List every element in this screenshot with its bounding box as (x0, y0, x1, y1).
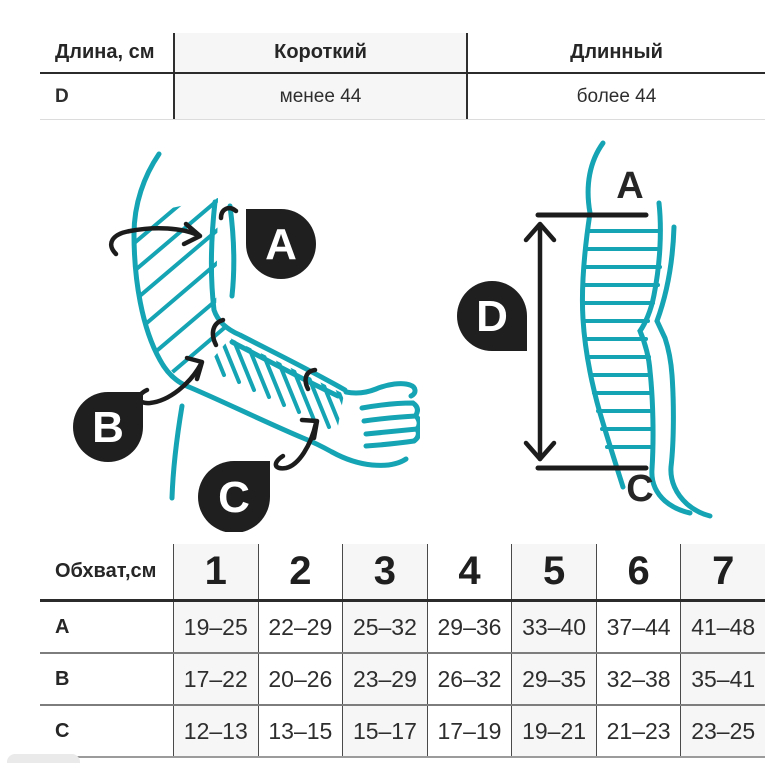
girth-row-a-label: A (55, 615, 70, 638)
length-arrow-icon (526, 224, 554, 459)
length-col-short: Короткий (173, 33, 468, 72)
badge-d (457, 281, 527, 351)
cut-off-element (7, 754, 80, 763)
girth-c-size4: 17–19 (427, 706, 512, 756)
girth-b-size6: 32–38 (596, 654, 681, 704)
girth-a-size5: 33–40 (511, 602, 596, 652)
girth-a-size6: 37–44 (596, 602, 681, 652)
girth-a-size3: 25–32 (342, 602, 427, 652)
girth-b-size4: 26–32 (427, 654, 512, 704)
girth-row-c (40, 706, 765, 758)
girth-b-size7: 35–41 (680, 654, 765, 704)
girth-c-size7: 23–25 (680, 706, 765, 756)
length-value-short: менее 44 (173, 74, 468, 119)
badge-b (73, 392, 143, 462)
length-row-label: D (55, 85, 69, 107)
girth-a-size2: 22–29 (258, 602, 343, 652)
straight-arm-hatching (583, 231, 660, 447)
arm-length-illustration (440, 135, 775, 535)
girth-c-size6: 21–23 (596, 706, 681, 756)
girth-b-size3: 23–29 (342, 654, 427, 704)
arm-bent-illustration (60, 132, 420, 532)
girth-row-c-label: C (55, 719, 70, 742)
length-table-header-label: Длина, см (55, 41, 155, 63)
girth-a-size4: 29–36 (427, 602, 512, 652)
girth-b-size1: 17–22 (173, 654, 258, 704)
girth-c-size1: 12–13 (173, 706, 258, 756)
badge-a (246, 209, 316, 279)
size-header-3: 3 (342, 544, 427, 599)
girth-a-size7: 41–48 (680, 602, 765, 652)
girth-b-size5: 29–35 (511, 654, 596, 704)
size-header-4: 4 (427, 544, 512, 599)
badge-c-label: C (218, 473, 250, 522)
arm-outline (134, 154, 419, 498)
size-header-6: 6 (596, 544, 681, 599)
point-a-label: A (616, 165, 644, 207)
girth-table-header-label: Обхват,см (55, 560, 157, 582)
size-header-2: 2 (258, 544, 343, 599)
size-header-1: 1 (173, 544, 258, 599)
girth-b-size2: 20–26 (258, 654, 343, 704)
length-table (40, 33, 765, 120)
size-header-7: 7 (680, 544, 765, 599)
badge-d-label: D (476, 292, 508, 341)
girth-row-a (40, 602, 765, 654)
point-c-label: C (626, 468, 654, 510)
badge-b-label: B (92, 403, 124, 452)
girth-c-size5: 19–21 (511, 706, 596, 756)
length-value-long: более 44 (576, 85, 657, 107)
girth-c-size3: 15–17 (342, 706, 427, 756)
length-table-header-row (40, 33, 765, 74)
size-header-5: 5 (511, 544, 596, 599)
girth-c-size2: 13–15 (258, 706, 343, 756)
girth-a-size1: 19–25 (173, 602, 258, 652)
length-table-value-row (40, 74, 765, 120)
length-col-long: Длинный (570, 41, 663, 63)
straight-arm-outline (582, 143, 710, 516)
girth-table-header-row (40, 544, 765, 602)
girth-table (40, 544, 765, 758)
badge-c (198, 461, 270, 532)
girth-row-b-label: B (55, 667, 70, 690)
badge-a-label: A (265, 220, 297, 269)
girth-row-b (40, 654, 765, 706)
